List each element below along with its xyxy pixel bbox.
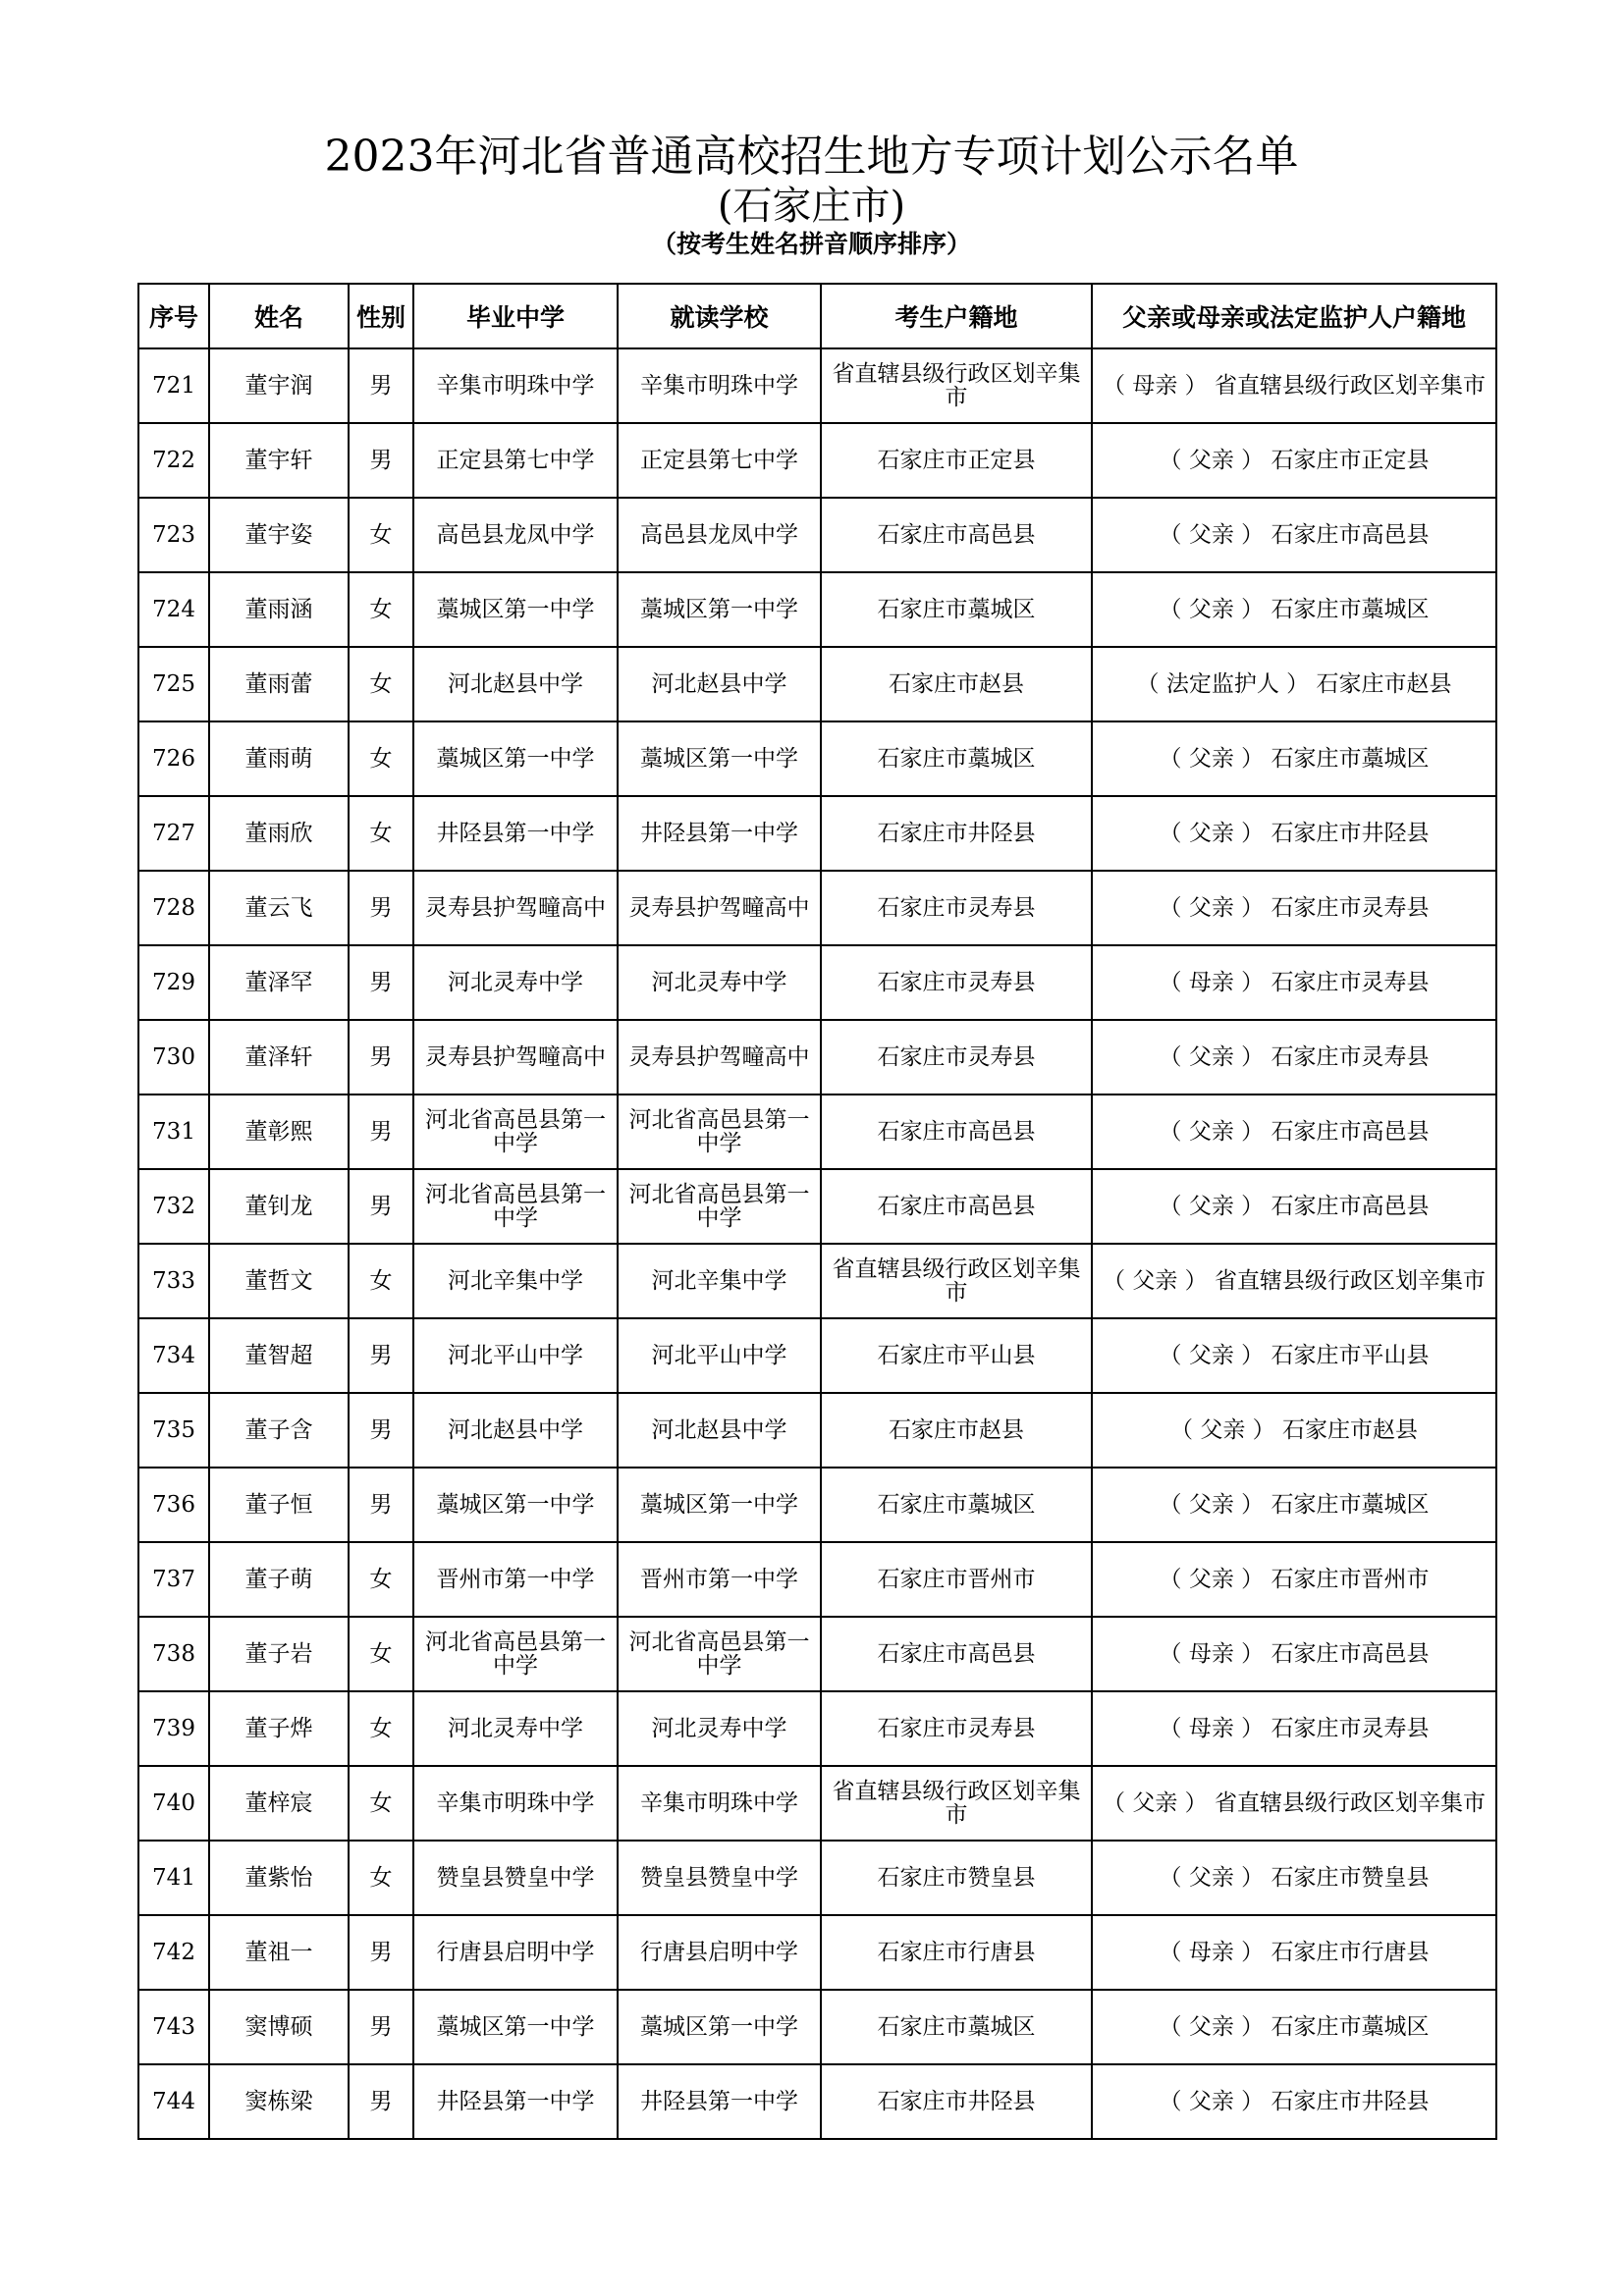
cell-guardian-hukou: （ 父亲 ） 石家庄市高邑县 xyxy=(1092,1095,1496,1169)
cell-student-hukou: 石家庄市灵寿县 xyxy=(821,871,1092,945)
cell-graduated-school: 河北省高邑县第一中学 xyxy=(413,1095,618,1169)
cell-no: 743 xyxy=(138,1990,209,2064)
table-row xyxy=(138,871,1496,945)
cell-name: 窦栋梁 xyxy=(209,2064,349,2139)
col-header-name: 姓名 xyxy=(209,284,349,348)
cell-no: 726 xyxy=(138,721,209,796)
cell-no: 741 xyxy=(138,1841,209,1915)
cell-name: 董泽轩 xyxy=(209,1020,349,1095)
cell-name: 董子萌 xyxy=(209,1542,349,1617)
cell-name: 董宇润 xyxy=(209,348,349,423)
table-row xyxy=(138,1990,1496,2064)
cell-guardian-hukou: （ 母亲 ） 石家庄市行唐县 xyxy=(1092,1915,1496,1990)
cell-gender: 女 xyxy=(349,796,413,871)
table-row xyxy=(138,945,1496,1020)
page-subtitle: (石家庄市) xyxy=(717,184,906,229)
cell-student-hukou: 石家庄市井陉县 xyxy=(821,796,1092,871)
cell-gender: 女 xyxy=(349,1841,413,1915)
header-row xyxy=(138,284,1496,348)
cell-graduated-school: 藁城区第一中学 xyxy=(413,572,618,647)
cell-graduated-school: 河北平山中学 xyxy=(413,1318,618,1393)
cell-gender: 女 xyxy=(349,1766,413,1841)
cell-no: 740 xyxy=(138,1766,209,1841)
cell-no: 727 xyxy=(138,796,209,871)
cell-no: 732 xyxy=(138,1169,209,1244)
table-row xyxy=(138,1468,1496,1542)
cell-gender: 男 xyxy=(349,1393,413,1468)
cell-current-school: 藁城区第一中学 xyxy=(618,572,821,647)
cell-name: 窦博硕 xyxy=(209,1990,349,2064)
cell-student-hukou: 石家庄市灵寿县 xyxy=(821,1691,1092,1766)
cell-student-hukou: 石家庄市高邑县 xyxy=(821,1169,1092,1244)
cell-graduated-school: 河北灵寿中学 xyxy=(413,945,618,1020)
cell-current-school: 正定县第七中学 xyxy=(618,423,821,498)
table-row xyxy=(138,1244,1496,1318)
table-row xyxy=(138,1095,1496,1169)
cell-current-school: 辛集市明珠中学 xyxy=(618,348,821,423)
cell-current-school: 辛集市明珠中学 xyxy=(618,1766,821,1841)
cell-graduated-school: 高邑县龙凤中学 xyxy=(413,498,618,572)
cell-no: 744 xyxy=(138,2064,209,2139)
table-row xyxy=(138,423,1496,498)
cell-graduated-school: 井陉县第一中学 xyxy=(413,796,618,871)
cell-current-school: 井陉县第一中学 xyxy=(618,796,821,871)
cell-student-hukou: 石家庄市高邑县 xyxy=(821,498,1092,572)
cell-student-hukou: 石家庄市藁城区 xyxy=(821,572,1092,647)
cell-name: 董雨萌 xyxy=(209,721,349,796)
cell-current-school: 高邑县龙凤中学 xyxy=(618,498,821,572)
cell-graduated-school: 藁城区第一中学 xyxy=(413,1990,618,2064)
table-row xyxy=(138,1766,1496,1841)
col-header-guardian-hukou: 父亲或母亲或法定监护人户籍地 xyxy=(1092,284,1496,348)
cell-current-school: 赞皇县赞皇中学 xyxy=(618,1841,821,1915)
cell-student-hukou: 石家庄市正定县 xyxy=(821,423,1092,498)
cell-current-school: 藁城区第一中学 xyxy=(618,721,821,796)
cell-gender: 女 xyxy=(349,1617,413,1691)
cell-gender: 男 xyxy=(349,1169,413,1244)
cell-no: 724 xyxy=(138,572,209,647)
cell-name: 董梓宸 xyxy=(209,1766,349,1841)
roster-body xyxy=(138,348,1496,2139)
cell-current-school: 河北赵县中学 xyxy=(618,647,821,721)
cell-current-school: 行唐县启明中学 xyxy=(618,1915,821,1990)
cell-no: 725 xyxy=(138,647,209,721)
cell-guardian-hukou: （ 母亲 ） 省直辖县级行政区划辛集市 xyxy=(1092,348,1496,423)
table-row xyxy=(138,796,1496,871)
cell-no: 729 xyxy=(138,945,209,1020)
cell-graduated-school: 灵寿县护驾疃高中 xyxy=(413,1020,618,1095)
cell-student-hukou: 石家庄市灵寿县 xyxy=(821,1020,1092,1095)
col-header-graduated-school: 毕业中学 xyxy=(413,284,618,348)
cell-gender: 男 xyxy=(349,1990,413,2064)
cell-graduated-school: 河北赵县中学 xyxy=(413,1393,618,1468)
cell-graduated-school: 河北辛集中学 xyxy=(413,1244,618,1318)
cell-current-school: 藁城区第一中学 xyxy=(618,1990,821,2064)
col-header-gender: 性别 xyxy=(349,284,413,348)
cell-name: 董哲文 xyxy=(209,1244,349,1318)
cell-guardian-hukou: （ 父亲 ） 石家庄市藁城区 xyxy=(1092,721,1496,796)
cell-student-hukou: 石家庄市藁城区 xyxy=(821,1468,1092,1542)
cell-current-school: 井陉县第一中学 xyxy=(618,2064,821,2139)
cell-guardian-hukou: （ 父亲 ） 石家庄市高邑县 xyxy=(1092,498,1496,572)
table-row xyxy=(138,1691,1496,1766)
cell-gender: 男 xyxy=(349,2064,413,2139)
cell-guardian-hukou: （ 母亲 ） 石家庄市灵寿县 xyxy=(1092,945,1496,1020)
cell-no: 734 xyxy=(138,1318,209,1393)
cell-current-school: 灵寿县护驾疃高中 xyxy=(618,1020,821,1095)
cell-guardian-hukou: （ 父亲 ） 石家庄市赵县 xyxy=(1092,1393,1496,1468)
cell-no: 722 xyxy=(138,423,209,498)
cell-guardian-hukou: （ 母亲 ） 石家庄市高邑县 xyxy=(1092,1617,1496,1691)
cell-gender: 女 xyxy=(349,1542,413,1617)
cell-graduated-school: 灵寿县护驾疃高中 xyxy=(413,871,618,945)
cell-gender: 女 xyxy=(349,1691,413,1766)
cell-student-hukou: 石家庄市赞皇县 xyxy=(821,1841,1092,1915)
col-header-current-school: 就读学校 xyxy=(618,284,821,348)
cell-graduated-school: 行唐县启明中学 xyxy=(413,1915,618,1990)
table-row xyxy=(138,1841,1496,1915)
cell-graduated-school: 辛集市明珠中学 xyxy=(413,1766,618,1841)
table-row xyxy=(138,1393,1496,1468)
cell-gender: 男 xyxy=(349,1915,413,1990)
cell-guardian-hukou: （ 法定监护人 ） 石家庄市赵县 xyxy=(1092,647,1496,721)
cell-guardian-hukou: （ 父亲 ） 石家庄市井陉县 xyxy=(1092,796,1496,871)
cell-graduated-school: 河北省高邑县第一中学 xyxy=(413,1169,618,1244)
table-row xyxy=(138,1617,1496,1691)
cell-student-hukou: 省直辖县级行政区划辛集市 xyxy=(821,1766,1092,1841)
cell-student-hukou: 石家庄市平山县 xyxy=(821,1318,1092,1393)
cell-no: 723 xyxy=(138,498,209,572)
cell-current-school: 河北省高邑县第一中学 xyxy=(618,1095,821,1169)
cell-current-school: 河北辛集中学 xyxy=(618,1244,821,1318)
cell-current-school: 河北赵县中学 xyxy=(618,1393,821,1468)
cell-gender: 男 xyxy=(349,1468,413,1542)
cell-student-hukou: 石家庄市赵县 xyxy=(821,647,1092,721)
cell-current-school: 晋州市第一中学 xyxy=(618,1542,821,1617)
cell-name: 董雨涵 xyxy=(209,572,349,647)
cell-student-hukou: 石家庄市高邑县 xyxy=(821,1617,1092,1691)
cell-gender: 女 xyxy=(349,1244,413,1318)
cell-guardian-hukou: （ 父亲 ） 石家庄市高邑县 xyxy=(1092,1169,1496,1244)
cell-name: 董彰熙 xyxy=(209,1095,349,1169)
cell-gender: 男 xyxy=(349,871,413,945)
cell-name: 董智超 xyxy=(209,1318,349,1393)
cell-no: 738 xyxy=(138,1617,209,1691)
cell-no: 735 xyxy=(138,1393,209,1468)
cell-name: 董子岩 xyxy=(209,1617,349,1691)
cell-name: 董子恒 xyxy=(209,1468,349,1542)
table-row xyxy=(138,721,1496,796)
cell-guardian-hukou: （ 母亲 ） 石家庄市灵寿县 xyxy=(1092,1691,1496,1766)
cell-graduated-school: 井陉县第一中学 xyxy=(413,2064,618,2139)
cell-name: 董泽罕 xyxy=(209,945,349,1020)
cell-current-school: 河北灵寿中学 xyxy=(618,1691,821,1766)
cell-gender: 男 xyxy=(349,1318,413,1393)
cell-name: 董雨欣 xyxy=(209,796,349,871)
cell-graduated-school: 河北省高邑县第一中学 xyxy=(413,1617,618,1691)
page-title: 2023年河北省普通高校招生地方专项计划公示名单 xyxy=(324,132,1299,182)
cell-student-hukou: 石家庄市赵县 xyxy=(821,1393,1092,1468)
cell-graduated-school: 晋州市第一中学 xyxy=(413,1542,618,1617)
cell-guardian-hukou: （ 父亲 ） 省直辖县级行政区划辛集市 xyxy=(1092,1766,1496,1841)
cell-graduated-school: 藁城区第一中学 xyxy=(413,721,618,796)
cell-name: 董宇轩 xyxy=(209,423,349,498)
cell-student-hukou: 石家庄市藁城区 xyxy=(821,1990,1092,2064)
cell-current-school: 河北省高邑县第一中学 xyxy=(618,1169,821,1244)
cell-no: 737 xyxy=(138,1542,209,1617)
cell-name: 董云飞 xyxy=(209,871,349,945)
cell-student-hukou: 省直辖县级行政区划辛集市 xyxy=(821,348,1092,423)
table-row xyxy=(138,572,1496,647)
cell-no: 739 xyxy=(138,1691,209,1766)
cell-graduated-school: 河北赵县中学 xyxy=(413,647,618,721)
cell-guardian-hukou: （ 父亲 ） 石家庄市灵寿县 xyxy=(1092,1020,1496,1095)
cell-current-school: 藁城区第一中学 xyxy=(618,1468,821,1542)
cell-name: 董祖一 xyxy=(209,1915,349,1990)
cell-student-hukou: 石家庄市高邑县 xyxy=(821,1095,1092,1169)
cell-guardian-hukou: （ 父亲 ） 石家庄市井陉县 xyxy=(1092,2064,1496,2139)
cell-guardian-hukou: （ 父亲 ） 石家庄市藁城区 xyxy=(1092,1468,1496,1542)
cell-graduated-school: 正定县第七中学 xyxy=(413,423,618,498)
cell-student-hukou: 石家庄市灵寿县 xyxy=(821,945,1092,1020)
cell-name: 董紫怡 xyxy=(209,1841,349,1915)
cell-gender: 女 xyxy=(349,498,413,572)
cell-no: 733 xyxy=(138,1244,209,1318)
cell-no: 730 xyxy=(138,1020,209,1095)
cell-guardian-hukou: （ 父亲 ） 石家庄市灵寿县 xyxy=(1092,871,1496,945)
cell-guardian-hukou: （ 父亲 ） 石家庄市藁城区 xyxy=(1092,1990,1496,2064)
cell-current-school: 河北灵寿中学 xyxy=(618,945,821,1020)
cell-guardian-hukou: （ 父亲 ） 省直辖县级行政区划辛集市 xyxy=(1092,1244,1496,1318)
sort-note: （按考生姓名拼音顺序排序） xyxy=(651,230,971,258)
cell-no: 721 xyxy=(138,348,209,423)
cell-name: 董子含 xyxy=(209,1393,349,1468)
table-row xyxy=(138,2064,1496,2139)
cell-guardian-hukou: （ 父亲 ） 石家庄市晋州市 xyxy=(1092,1542,1496,1617)
roster-table xyxy=(137,283,1497,2140)
cell-guardian-hukou: （ 父亲 ） 石家庄市藁城区 xyxy=(1092,572,1496,647)
cell-current-school: 灵寿县护驾疃高中 xyxy=(618,871,821,945)
cell-student-hukou: 石家庄市晋州市 xyxy=(821,1542,1092,1617)
table-row xyxy=(138,498,1496,572)
cell-guardian-hukou: （ 父亲 ） 石家庄市正定县 xyxy=(1092,423,1496,498)
table-row xyxy=(138,647,1496,721)
table-row xyxy=(138,1318,1496,1393)
cell-name: 董雨蕾 xyxy=(209,647,349,721)
cell-student-hukou: 省直辖县级行政区划辛集市 xyxy=(821,1244,1092,1318)
cell-gender: 男 xyxy=(349,423,413,498)
cell-gender: 男 xyxy=(349,945,413,1020)
cell-current-school: 河北平山中学 xyxy=(618,1318,821,1393)
cell-name: 董子烨 xyxy=(209,1691,349,1766)
cell-student-hukou: 石家庄市井陉县 xyxy=(821,2064,1092,2139)
cell-student-hukou: 石家庄市藁城区 xyxy=(821,721,1092,796)
cell-gender: 女 xyxy=(349,572,413,647)
cell-graduated-school: 辛集市明珠中学 xyxy=(413,348,618,423)
cell-guardian-hukou: （ 父亲 ） 石家庄市平山县 xyxy=(1092,1318,1496,1393)
table-row xyxy=(138,1020,1496,1095)
cell-graduated-school: 河北灵寿中学 xyxy=(413,1691,618,1766)
cell-no: 742 xyxy=(138,1915,209,1990)
cell-graduated-school: 藁城区第一中学 xyxy=(413,1468,618,1542)
cell-graduated-school: 赞皇县赞皇中学 xyxy=(413,1841,618,1915)
cell-guardian-hukou: （ 父亲 ） 石家庄市赞皇县 xyxy=(1092,1841,1496,1915)
cell-no: 728 xyxy=(138,871,209,945)
cell-gender: 女 xyxy=(349,721,413,796)
cell-gender: 男 xyxy=(349,348,413,423)
col-header-no: 序号 xyxy=(138,284,209,348)
cell-name: 董钊龙 xyxy=(209,1169,349,1244)
cell-gender: 男 xyxy=(349,1020,413,1095)
cell-student-hukou: 石家庄市行唐县 xyxy=(821,1915,1092,1990)
cell-no: 736 xyxy=(138,1468,209,1542)
table-row xyxy=(138,1915,1496,1990)
col-header-student-hukou: 考生户籍地 xyxy=(821,284,1092,348)
cell-current-school: 河北省高邑县第一中学 xyxy=(618,1617,821,1691)
cell-name: 董宇姿 xyxy=(209,498,349,572)
table-row xyxy=(138,1169,1496,1244)
table-row xyxy=(138,1542,1496,1617)
table-row xyxy=(138,348,1496,423)
cell-gender: 男 xyxy=(349,1095,413,1169)
cell-gender: 女 xyxy=(349,647,413,721)
cell-no: 731 xyxy=(138,1095,209,1169)
